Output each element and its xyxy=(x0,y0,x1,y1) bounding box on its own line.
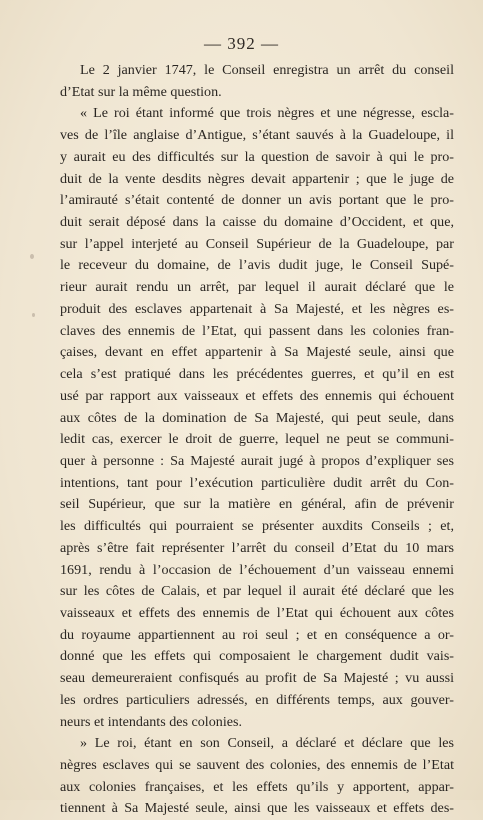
text-line: ledit cas, exercer le droit de guerre, lequel ne peut se communi- xyxy=(60,431,454,448)
text-line: aux colonies françaises, et les effets qu’ils y apportent, appar- xyxy=(60,778,454,795)
text-line: tiennent à Sa Majesté seule, ainsi que les vaisseaux et effets des- xyxy=(60,800,454,817)
text-line: seau demeureraient confisqués au profit de Sa Majesté ; vu aussi xyxy=(60,670,454,687)
text-line: Le 2 janvier 1747, le Conseil enregistra un arrêt du conseil xyxy=(80,62,454,78)
text-line: après s’être fait représenter l’arrêt du conseil d’Etat du 10 mars xyxy=(60,539,454,556)
text-line: le receveur du domaine, de l’avis dudit juge, le Conseil Supé- xyxy=(60,257,454,274)
text-line: vaisseaux et effets des ennemis de l’Etat qui échouent aux côtes xyxy=(60,604,454,621)
text-line: aux côtes de la domination de Sa Majesté, qui peut seule, dans xyxy=(60,409,454,426)
text-line: « Le roi étant informé que trois nègres et une négresse, escla- xyxy=(80,105,454,122)
page-number: — 392 — xyxy=(204,34,279,53)
text-line: duit de la vente desdits nègres devait appartenir ; que le juge de xyxy=(60,170,454,187)
text-line: donné que les effets qui composaient le chargement dudit vais- xyxy=(60,648,454,665)
text-line: produit des esclaves appartenait à Sa Majesté, et les nègres es- xyxy=(60,300,454,317)
text-line: quer à personne : Sa Majesté aurait jugé à propos d’expliquer ses xyxy=(60,452,454,469)
text-line: neurs et intendants des colonies. xyxy=(60,713,243,730)
text-line: 1691, rendu à l’occasion de l’échouement d’un vaisseau ennemi xyxy=(60,561,454,578)
text-line: y aurait eu des difficultés sur la question de savoir à qui le pro- xyxy=(60,148,454,165)
text-line: » Le roi, étant en son Conseil, a déclaré et déclare que les xyxy=(80,735,454,752)
paper-speck xyxy=(32,313,35,317)
text-line: sur les côtes de Calais, et par lequel il aurait été déclaré que les xyxy=(60,583,454,600)
text-line: seil Supérieur, que sur la matière en général, afin de prévenir xyxy=(60,496,454,513)
text-line: claves des ennemis de l’Etat, qui passent dans les colonies fran- xyxy=(60,322,454,339)
body-text xyxy=(60,60,454,820)
text-line: çaises, devant en effet appartenir à Sa Majesté seule, ainsi que xyxy=(60,344,454,361)
text-line: usé par rapport aux vaisseaux et effets des ennemis qui échouent xyxy=(60,387,454,404)
text-line: l’amirauté s’était contenté de donner un avis portant que le pro- xyxy=(60,192,454,209)
text-line: les difficultés qui pourraient se présenter auxdits Conseils ; et, xyxy=(60,518,454,535)
text-line: rieur aurait rendu un arrêt, par lequel il aurait déclaré que le xyxy=(60,279,454,296)
text-line: les ordres particuliers adressés, en différents temps, aux gouver- xyxy=(60,691,454,708)
text-line: duit serait déposé dans la caisse du domaine d’Occident, et que, xyxy=(60,214,454,231)
text-line: intentions, tant pour l’exécution particulière dudit arrêt du Con- xyxy=(60,474,454,491)
text-line: ves de l’île anglaise d’Antigue, s’étant sauvés à la Guadeloupe, il xyxy=(60,127,454,144)
text-line: sur l’appel interjeté au Conseil Supérieur de la Guadeloupe, par xyxy=(60,235,454,252)
text-line: d’Etat sur la même question. xyxy=(60,83,222,100)
text-line: du royaume appartiennent au roi seul ; et en conséquence a or- xyxy=(60,626,454,643)
text-line: cela s’est pratiqué dans les précédentes guerres, et qu’il en est xyxy=(60,366,454,383)
paper-speck xyxy=(30,254,34,259)
text-line: nègres esclaves qui se sauvent des colonies, des ennemis de l’Etat xyxy=(60,757,454,773)
